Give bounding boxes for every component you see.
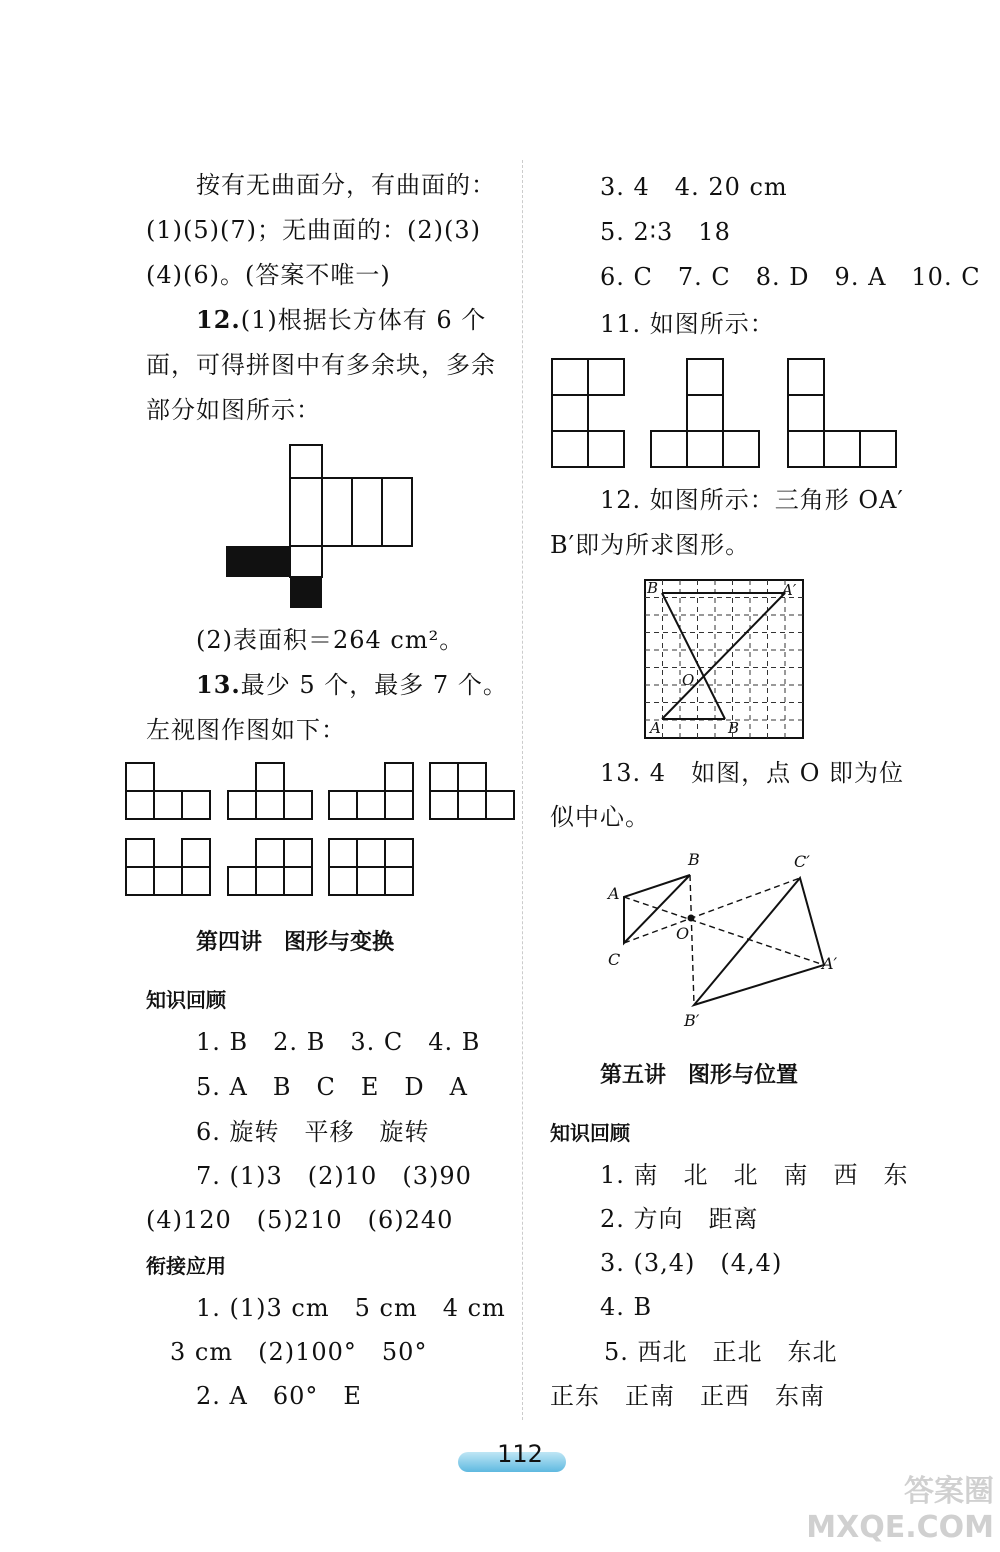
answer-line: 1. 南 北 北 南 西 东 bbox=[600, 1161, 909, 1189]
answer-line: 3. (3,4) (4,4) bbox=[600, 1249, 783, 1277]
answer-line: B′即为所求图形。 bbox=[550, 531, 751, 559]
text-line: (2)表面积＝264 cm²。 bbox=[196, 626, 465, 654]
answer-line: 2. 方向 距离 bbox=[600, 1205, 759, 1233]
question-text: (1)根据长方体有 6 个 bbox=[240, 306, 487, 334]
column-divider bbox=[522, 160, 523, 1420]
subsection-heading: 知识回顾 bbox=[550, 1121, 630, 1145]
answer-line: 5. A B C E D A bbox=[196, 1073, 468, 1101]
label-b-bottom: B bbox=[728, 719, 740, 737]
answer-line: 1. (1)3 cm 5 cm 4 cm bbox=[196, 1294, 506, 1322]
subsection-heading: 衔接应用 bbox=[146, 1254, 226, 1278]
answer-line: 1. B 2. B 3. C 4. B bbox=[196, 1028, 481, 1056]
text-line: (4)(6)。(答案不唯一) bbox=[146, 261, 391, 289]
answer-line: 11. 如图所示： bbox=[600, 310, 775, 338]
answer-line: 6. 旋转 平移 旋转 bbox=[196, 1118, 430, 1146]
text-line: 左视图作图如下： bbox=[146, 716, 346, 744]
label-b: B bbox=[688, 850, 700, 869]
view-figures-q11 bbox=[548, 355, 898, 470]
question-number: 12. bbox=[196, 305, 241, 334]
label-b: B bbox=[647, 579, 659, 597]
text-line: 按有无曲面分，有曲面的： bbox=[196, 171, 496, 199]
watermark-line: 答案圈 bbox=[904, 1474, 994, 1509]
text-line: (1)(5)(7)；无曲面的：(2)(3) bbox=[146, 216, 481, 244]
answer-line: 3 cm (2)100° 50° bbox=[170, 1338, 428, 1366]
label-a-prime: A′ bbox=[822, 954, 838, 973]
subsection-heading: 知识回顾 bbox=[146, 988, 226, 1012]
answer-line: 4. B bbox=[600, 1293, 653, 1321]
answer-line: 正东 正南 正西 东南 bbox=[550, 1382, 825, 1410]
left-view-figures bbox=[120, 755, 520, 900]
text-line: 部分如图所示： bbox=[146, 396, 321, 424]
label-a: A bbox=[608, 884, 620, 903]
label-a-prime: A′ bbox=[782, 581, 797, 599]
watermark bbox=[806, 1474, 994, 1546]
question-13 bbox=[196, 670, 508, 700]
cube-net-figure bbox=[220, 440, 420, 615]
label-c-prime: C′ bbox=[794, 852, 810, 871]
grid-rotation-figure bbox=[640, 575, 810, 745]
question-12 bbox=[196, 305, 486, 335]
label-a: A bbox=[650, 719, 661, 737]
label-o: O bbox=[682, 671, 695, 689]
label-o: O bbox=[676, 924, 690, 943]
question-text: 最少 5 个，最多 7 个。 bbox=[240, 671, 508, 699]
section-heading: 第四讲 图形与变换 bbox=[196, 930, 395, 955]
page-number: 112 bbox=[497, 1440, 543, 1468]
section-heading: 第五讲 图形与位置 bbox=[600, 1063, 799, 1088]
answer-line: 2. A 60° E bbox=[196, 1382, 362, 1410]
answer-line: 5. 西北 正北 东北 bbox=[604, 1338, 838, 1366]
label-b-prime: B′ bbox=[684, 1011, 700, 1030]
answer-line: 7. (1)3 (2)10 (3)90 bbox=[196, 1162, 472, 1190]
question-number: 13. bbox=[196, 670, 241, 699]
answer-line: 3. 4 4. 20 cm bbox=[600, 173, 788, 201]
label-c: C bbox=[608, 950, 621, 969]
answer-line: 6. C 7. C 8. D 9. A 10. C bbox=[600, 263, 981, 291]
text-line: 面，可得拼图中有多余块，多余 bbox=[146, 351, 496, 379]
answer-line: 13. 4 如图，点 O 即为位 bbox=[600, 759, 904, 787]
answer-line: (4)120 (5)210 (6)240 bbox=[146, 1206, 454, 1234]
answer-line: 似中心。 bbox=[550, 803, 650, 831]
answer-line: 12. 如图所示：三角形 OA′ bbox=[600, 486, 904, 514]
watermark-line: MXQE.COM bbox=[806, 1510, 994, 1545]
homothety-figure bbox=[600, 845, 850, 1030]
answer-line: 5. 2∶3 18 bbox=[600, 218, 731, 246]
